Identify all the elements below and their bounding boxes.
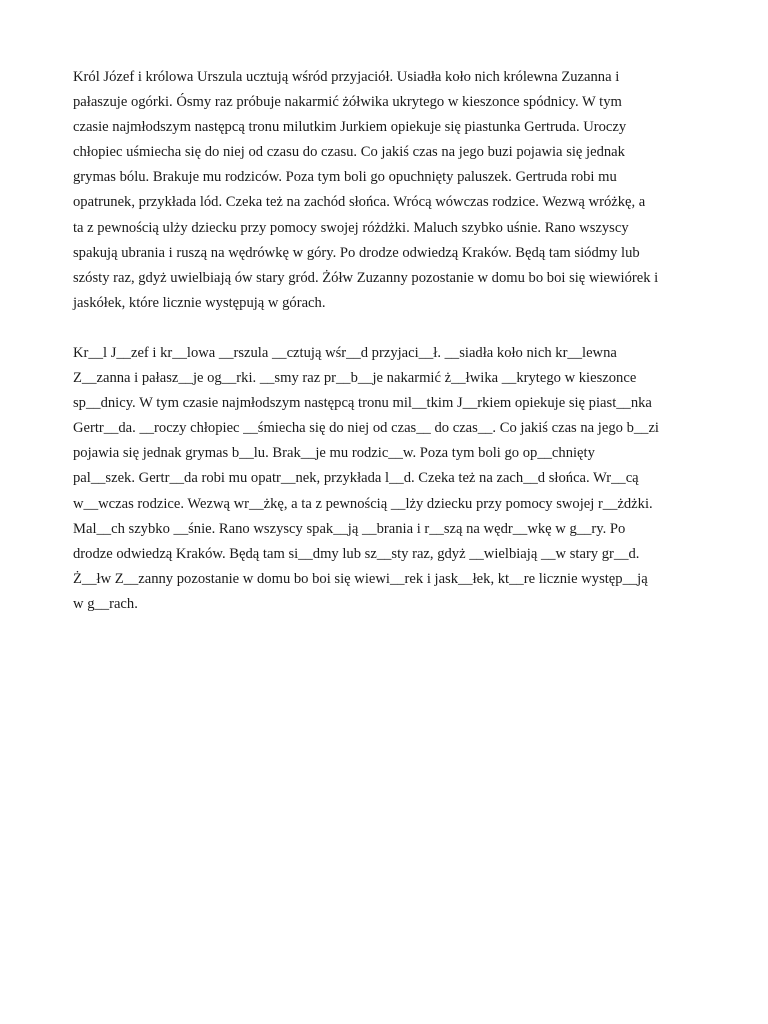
text-line: sp__dnicy. W tym czasie najmłodszym następcą tronu mil__tkim J__rkiem opiekuje się piast__nka: [73, 395, 652, 412]
text-line: spakują ubrania i ruszą na wędrówkę w góry. Po drodze odwiedzą Kraków. Będą tam siódmy lub: [73, 244, 640, 261]
text-line: opatrunek, przykłada lód. Czeka też na zachód słońca. Wrócą wówczas rodzice. Wezwą wróżkę, a: [73, 194, 646, 211]
text-line: grymas bólu. Brakuje mu rodziców. Poza tym boli go opuchnięty paluszek. Gertruda robi mu: [73, 169, 617, 186]
original-paragraph: [73, 65, 703, 316]
text-line: szósty raz, gdyż uwielbiają ów stary gród. Żółw Zuzanny pozostanie w domu bo boi się wiewiórek i: [73, 269, 659, 286]
text-line: pałaszuje ogórki. Ósmy raz próbuje nakarmić żółwika ukrytego w kieszonce spódnicy. W tym: [73, 94, 622, 111]
text-line: pal__szek. Gertr__da robi mu opatr__nek, przykłada l__d. Czeka też na zach__d słońca. Wr__cą: [73, 470, 639, 487]
text-line: Król Józef i królowa Urszula ucztują wśród przyjaciół. Usiadła koło nich królewna Zuzanna i: [73, 69, 620, 85]
text-line: czasie najmłodszym następcą tronu milutkim Jurkiem opiekuje się piastunka Gertruda. Uroczy: [73, 119, 627, 136]
text-line: Mal__ch szybko __śnie. Rano wszyscy spak__ją __brania i r__szą na wędr__wkę w g__ry. Po: [73, 520, 626, 537]
text-line: pojawia się jednak grymas b__lu. Brak__je mu rodzic__w. Poza tym boli go op__chnięty: [73, 445, 595, 462]
text-line: Z__zanna i pałasz__je og__rki. __smy raz pr__b__je nakarmić ż__łwika __krytego w kieszonce: [73, 370, 637, 387]
text-line: Kr__l J__zef i kr__lowa __rszula __cztują wśr__d przyjaci__ł. __siadła koło nich kr__lewna: [73, 345, 617, 361]
text-line: jaskółek, które licznie występują w górach.: [73, 294, 326, 311]
text-line: drodze odwiedzą Kraków. Będą tam si__dmy lub sz__sty raz, gdyż __wielbiają __w stary gr__d.: [73, 545, 640, 562]
fill-in-exercise-paragraph: [73, 341, 703, 617]
text-line: Gertr__da. __roczy chłopiec __śmiecha się do niej od czas__ do czas__. Co jakiś czas na jego b__zi: [73, 420, 659, 437]
text-line: chłopiec uśmiecha się do niej od czasu do czasu. Co jakiś czas na jego buzi pojawia się jednak: [73, 144, 625, 161]
text-line: ta z pewnością ulży dziecku przy pomocy swojej różdżki. Maluch szybko uśnie. Rano wszyscy: [73, 219, 629, 236]
text-line: w__wczas rodzice. Wezwą wr__żkę, a ta z pewnością __lży dziecku przy pomocy swojej r__żdżki.: [73, 495, 653, 512]
text-line: w g__rach.: [73, 595, 138, 612]
text-line: Ż__łw Z__zanny pozostanie w domu bo boi się wiewi__rek i jask__łek, kt__re licznie występ__ją: [73, 570, 648, 587]
